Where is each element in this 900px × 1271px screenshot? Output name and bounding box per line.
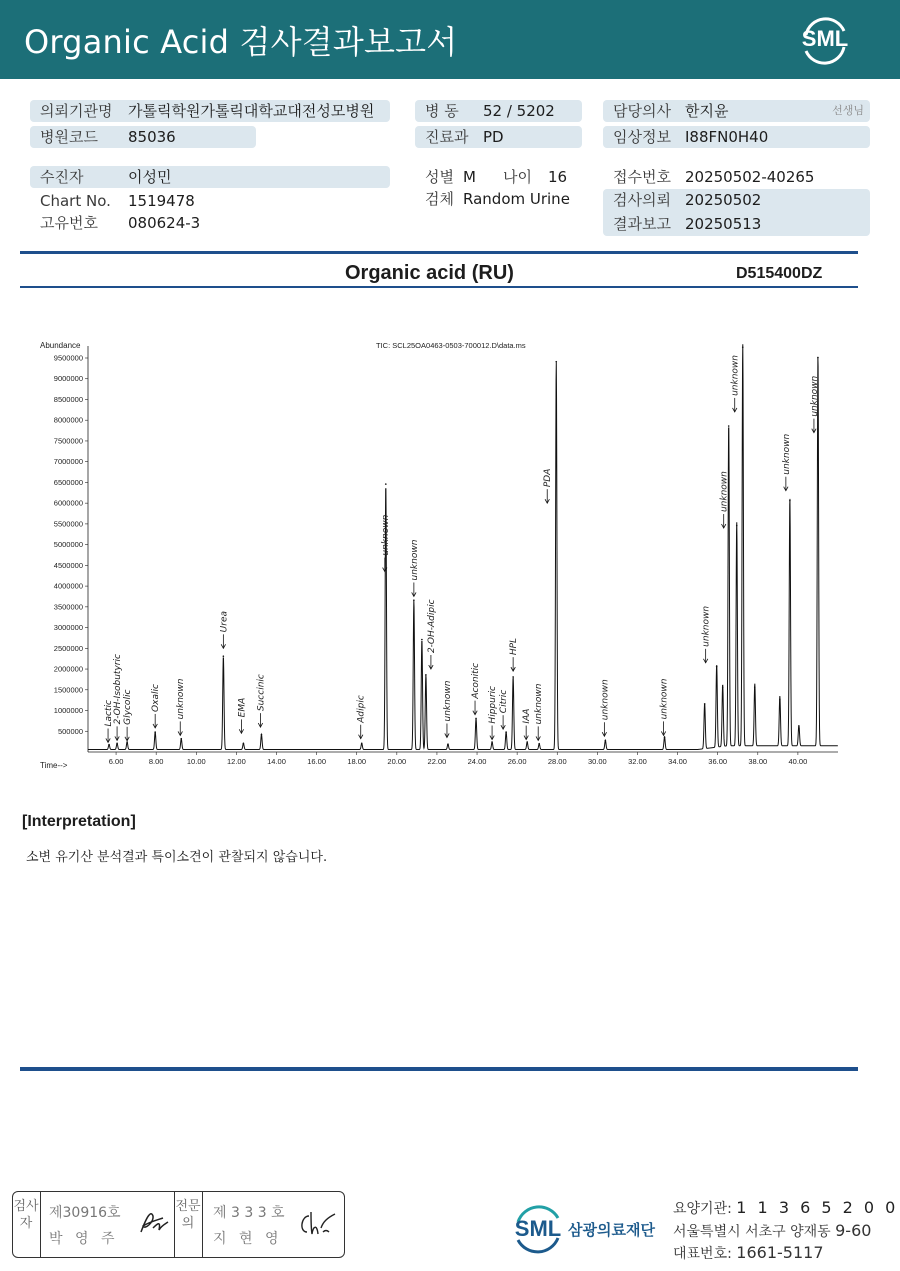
peak-marker	[223, 655, 225, 657]
peak-marker	[385, 483, 387, 485]
peak-annotation	[731, 355, 741, 412]
x-tick-label: 38.00	[748, 757, 768, 766]
peak-marker	[108, 744, 110, 746]
specialist-label: 전문의	[175, 1199, 201, 1231]
peak-annotation	[499, 690, 509, 730]
x-tick-label: 34.00	[668, 757, 687, 766]
peak-marker	[425, 674, 427, 676]
signature-box	[12, 1191, 345, 1258]
institution-value: 가톨릭학원가톨릭대학교대전성모병원	[128, 102, 375, 120]
y-tick-label: 2500000	[53, 643, 83, 653]
peak-annotation	[410, 539, 420, 596]
specimen-value: Random Urine	[463, 190, 570, 208]
x-tick-label: 24.00	[467, 757, 487, 766]
report-value: 20250513	[685, 215, 762, 233]
hospital-code-value: 85036	[128, 128, 176, 146]
x-axis-label: Time-->	[40, 761, 68, 770]
request-report-block	[603, 189, 870, 236]
x-tick-label: 22.00	[427, 757, 447, 766]
address-text: 서울특별시 서초구 양재동	[673, 1224, 831, 1240]
peak-marker	[421, 639, 423, 641]
y-tick-label: 7000000	[53, 457, 83, 467]
inspector-signature-icon	[137, 1206, 171, 1240]
peak-marker	[526, 741, 528, 743]
department-label: 진료과	[425, 128, 469, 146]
peak-marker	[789, 500, 791, 502]
peak-annotation	[256, 674, 266, 727]
care-number: 1 1 3 6 5 2 0 0	[736, 1198, 899, 1217]
phone-number: 1661-5117	[736, 1243, 824, 1262]
y-tick-label: 9500000	[53, 353, 83, 363]
care-line	[673, 1198, 898, 1218]
annotation-label: Urea	[219, 610, 230, 633]
request-label: 검사의뢰	[613, 191, 671, 209]
x-tick-label: 40.00	[788, 757, 808, 766]
chromatogram-chart	[0, 330, 900, 780]
inspector-cell	[41, 1192, 175, 1257]
clinical-row	[603, 126, 870, 148]
annotation-label: Adipic	[356, 695, 367, 723]
interpretation-title: [Interpretation]	[22, 813, 136, 830]
sex-age-row	[415, 166, 595, 188]
peak-marker	[154, 731, 156, 733]
annotation-label: unknown	[781, 433, 792, 475]
annotation-label: unknown	[380, 514, 391, 556]
doctor-label: 담당의사	[613, 102, 671, 120]
peak-marker	[447, 743, 449, 745]
y-tick-label: 3000000	[53, 623, 83, 633]
age-value: 16	[548, 168, 568, 186]
section-top-rule	[20, 251, 858, 254]
peak-annotation	[782, 434, 792, 491]
peak-annotation	[357, 695, 367, 739]
annotation-label: unknown	[600, 679, 611, 721]
peak-annotation	[427, 599, 437, 669]
annotation-label: PDA	[543, 468, 554, 488]
hospital-code-row	[30, 126, 256, 148]
sml-footer-logo-icon	[508, 1200, 568, 1256]
y-tick-label: 8500000	[53, 394, 83, 404]
specimen-label: 검체	[425, 190, 454, 208]
peak-marker	[754, 687, 756, 689]
peak-marker	[728, 425, 730, 427]
x-tick-label: 32.00	[628, 757, 647, 766]
y-tick-label: 4000000	[53, 581, 83, 591]
y-tick-label: 6000000	[53, 498, 83, 508]
peak-annotation	[113, 654, 123, 740]
x-tick-label: 6.00	[108, 757, 124, 766]
peak-marker	[505, 731, 507, 733]
patient-value: 이성민	[128, 168, 172, 186]
peak-marker	[722, 687, 724, 689]
annotation-label: unknown	[809, 375, 820, 417]
address-line	[673, 1221, 871, 1241]
report-header	[0, 0, 900, 79]
peak-marker	[704, 703, 706, 705]
doctor-row	[603, 100, 870, 122]
specialist-name: 지 현 영	[213, 1231, 283, 1247]
annotation-label: Glycolic	[123, 689, 134, 725]
peak-marker	[555, 361, 557, 363]
annotation-label: EMA	[237, 697, 248, 718]
y-tick-label: 3500000	[53, 602, 83, 612]
receipt-value: 20250502-40265	[685, 168, 815, 186]
peak-annotation	[522, 709, 532, 740]
interpretation-text: 소변 유기산 분석결과 특이소견이 관찰되지 않습니다.	[26, 850, 328, 865]
y-tick-label: 7500000	[53, 436, 83, 446]
x-tick-label: 30.00	[587, 757, 607, 766]
specialist-number: 제 3 3 3 호	[213, 1205, 285, 1221]
annotation-label: Aconitic	[471, 662, 482, 699]
y-tick-label: 4500000	[53, 560, 83, 570]
report-title: Organic Acid 검사결과보고서	[24, 23, 458, 61]
y-tick-label: 5500000	[53, 519, 83, 529]
peak-annotation	[176, 678, 186, 735]
sml-logo-icon	[798, 13, 852, 67]
ward-label: 병 동	[425, 102, 459, 120]
care-label: 요양기관:	[673, 1201, 732, 1217]
x-tick-label: 18.00	[347, 757, 367, 766]
peak-marker	[716, 666, 718, 668]
peak-marker	[413, 599, 415, 601]
peak-annotation	[534, 683, 544, 740]
peak-marker	[538, 743, 540, 745]
footer-logo-text: SML	[514, 1216, 562, 1241]
header-logo-text: SML	[801, 26, 849, 51]
peak-annotation	[509, 638, 519, 671]
department-row	[415, 126, 582, 148]
y-tick-label: 2000000	[53, 664, 83, 674]
annotation-label: Lactic	[104, 699, 115, 727]
specialist-signature-icon	[295, 1208, 339, 1240]
annotation-label: Citric	[499, 689, 510, 714]
annotation-label: unknown	[719, 471, 730, 513]
unique-no-row	[30, 212, 390, 234]
x-tick-label: 20.00	[387, 757, 407, 766]
annotation-label: unknown	[442, 680, 453, 722]
peak-annotation	[443, 680, 453, 737]
institution-row	[30, 100, 390, 122]
y-tick-label: 9000000	[53, 374, 83, 384]
y-tick-label: 1000000	[53, 706, 83, 716]
annotation-label: unknown	[409, 539, 420, 581]
unique-no-value: 080624-3	[128, 214, 201, 232]
annotation-label: unknown	[176, 678, 187, 720]
patient-label: 수진자	[40, 168, 84, 186]
peak-annotation	[600, 679, 610, 736]
peak-marker	[664, 736, 666, 738]
section-bottom-rule	[20, 286, 858, 288]
page-bottom-rule	[20, 1067, 858, 1071]
phone-line	[673, 1243, 824, 1263]
ward-row	[415, 100, 582, 122]
clinical-value: I88FN0H40	[685, 128, 769, 146]
x-tick-label: 12.00	[227, 757, 246, 766]
x-tick-label: 16.00	[307, 757, 327, 766]
peak-marker	[475, 718, 477, 720]
annotation-label: HPL	[509, 637, 520, 656]
peak-marker	[798, 728, 800, 730]
department-value: PD	[483, 128, 504, 146]
chart-no-label: Chart No.	[40, 192, 111, 210]
x-tick-label: 8.00	[148, 757, 164, 766]
section-code: D515400DZ	[736, 265, 823, 282]
annotation-label: IAA	[522, 708, 533, 724]
phone-label: 대표번호:	[673, 1246, 732, 1262]
specimen-row	[415, 188, 595, 210]
annotation-label: unknown	[730, 355, 741, 396]
annotation-label: 2-OH-Isobutyric	[113, 654, 124, 725]
annotation-label: unknown	[701, 605, 712, 647]
peak-annotation	[151, 684, 161, 728]
x-tick-label: 10.00	[186, 757, 206, 766]
peak-marker	[736, 525, 738, 527]
peak-marker	[116, 742, 118, 744]
x-tick-label: 26.00	[507, 757, 527, 766]
inspector-name: 박 영 주	[49, 1231, 119, 1247]
peak-annotation	[660, 678, 670, 735]
peak-marker	[817, 357, 819, 359]
peak-marker	[491, 741, 493, 743]
y-tick-label: 6500000	[53, 477, 83, 487]
x-tick-label: 28.00	[547, 757, 567, 766]
peak-marker	[512, 676, 514, 678]
specialist-label-cell	[175, 1192, 203, 1257]
foundation-name: 삼광의료재단	[568, 1221, 655, 1239]
x-tick-label: 36.00	[708, 757, 728, 766]
inspector-label-cell	[13, 1192, 41, 1257]
tic-trace-line	[88, 344, 838, 749]
address-number: 9-60	[835, 1221, 872, 1240]
chart-title: TIC: SCL25OA0463-0503-700012.D\data.ms	[376, 341, 526, 350]
request-value: 20250502	[685, 191, 762, 209]
peak-annotation	[123, 690, 133, 741]
annotation-label: Oxalic	[151, 684, 162, 712]
ward-value: 52 / 5202	[483, 102, 555, 120]
report-label: 결과보고	[613, 215, 671, 233]
peak-annotation	[543, 469, 553, 504]
inspector-number: 제30916호	[49, 1205, 121, 1221]
annotation-label: unknown	[534, 683, 545, 725]
doctor-value: 한지윤	[685, 102, 729, 120]
peak-marker	[742, 346, 744, 348]
y-tick-label: 8000000	[53, 415, 83, 425]
chart-no-value: 1519478	[128, 192, 195, 210]
unique-no-label: 고유번호	[40, 214, 98, 232]
annotation-label: unknown	[659, 678, 670, 720]
receipt-row	[603, 166, 870, 188]
annotation-label: 2-OH-Adipic	[426, 599, 437, 654]
sex-label: 성별	[425, 168, 454, 186]
annotation-label: Succinic	[256, 674, 267, 712]
y-tick-label: 5000000	[53, 540, 83, 550]
age-label: 나이	[503, 168, 532, 186]
x-tick-label: 14.00	[267, 757, 286, 766]
annotation-label: Hippuric	[488, 686, 499, 724]
peak-annotation	[237, 698, 247, 734]
chart-no-row	[30, 190, 390, 212]
sex-value: M	[463, 168, 476, 186]
clinical-label: 임상정보	[613, 128, 671, 146]
peak-annotation	[488, 686, 498, 740]
y-tick-label: 1500000	[53, 685, 83, 695]
peak-marker	[180, 738, 182, 740]
peak-annotation	[471, 663, 481, 715]
peak-annotation	[381, 514, 391, 571]
inspector-label: 검사자	[13, 1199, 39, 1231]
peak-annotation	[219, 611, 229, 648]
doctor-suffix: 선생님	[832, 104, 864, 117]
peak-marker	[243, 742, 245, 744]
patient-row	[30, 166, 390, 188]
section-title: Organic acid (RU)	[345, 262, 514, 284]
receipt-label: 접수번호	[613, 168, 671, 186]
peak-annotation	[702, 606, 712, 663]
hospital-code-label: 병원코드	[40, 128, 98, 146]
institution-label: 의뢰기관명	[40, 102, 113, 120]
y-tick-label: 500000	[57, 726, 83, 736]
peak-marker	[779, 699, 781, 701]
peak-marker	[605, 740, 607, 742]
peak-marker	[261, 734, 263, 736]
peak-marker	[361, 742, 363, 744]
y-axis-label: Abundance	[40, 341, 81, 350]
